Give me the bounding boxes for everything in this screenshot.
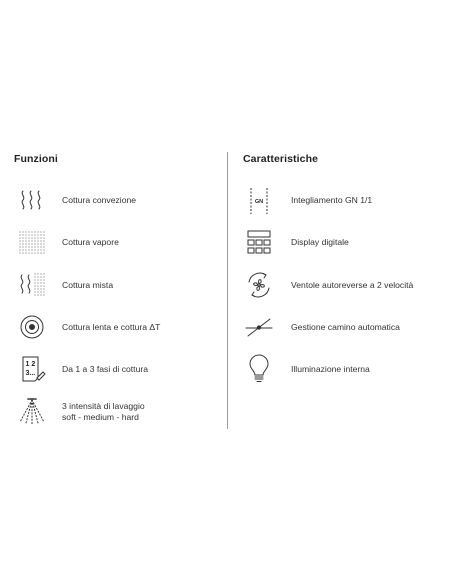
- cooking-phases-icon: [17, 354, 47, 384]
- feature-label-fan: Ventole autoreverse a 2 velocità: [291, 280, 414, 290]
- features-title: Caratteristiche: [243, 153, 319, 165]
- washing-label-line1: 3 intensità di lavaggio: [62, 401, 145, 411]
- reversible-fan-icon: [244, 270, 274, 300]
- gn-icon-text: GN: [254, 199, 264, 205]
- feature-label-display: Display digitale: [291, 237, 349, 247]
- function-label-convection: Cottura convezione: [62, 195, 137, 205]
- functions-title: Funzioni: [14, 153, 58, 165]
- feature-label-gn: Integliamento GN 1/1: [291, 195, 373, 205]
- light-bulb-icon: [244, 354, 274, 384]
- mixed-cooking-icon: [17, 270, 47, 300]
- convection-waves-icon: [17, 186, 47, 216]
- function-label-steam: Cottura vapore: [62, 237, 119, 247]
- steam-dots-icon: [17, 228, 47, 258]
- column-divider: [227, 152, 228, 429]
- feature-label-light: Illuminazione interna: [291, 364, 370, 374]
- phases-icon-text-bottom: 3...: [25, 370, 36, 377]
- feature-label-chimney: Gestione camino automatica: [291, 322, 400, 332]
- washing-spray-icon: [17, 396, 47, 426]
- washing-label-line2: soft - medium - hard: [62, 412, 139, 422]
- function-label-mixed: Cottura mista: [62, 280, 114, 290]
- slow-cooking-target-icon: [17, 312, 47, 342]
- function-label-phases: Da 1 a 3 fasi di cottura: [62, 364, 148, 374]
- digital-display-icon: [244, 228, 274, 258]
- function-label-washing: [62, 401, 145, 423]
- function-label-slow-cooking: Cottura lenta e cottura ΔT: [62, 322, 161, 332]
- gn-rack-icon: [244, 186, 274, 216]
- phases-icon-text-top: 1 2: [25, 361, 36, 368]
- chimney-valve-icon: [244, 312, 274, 342]
